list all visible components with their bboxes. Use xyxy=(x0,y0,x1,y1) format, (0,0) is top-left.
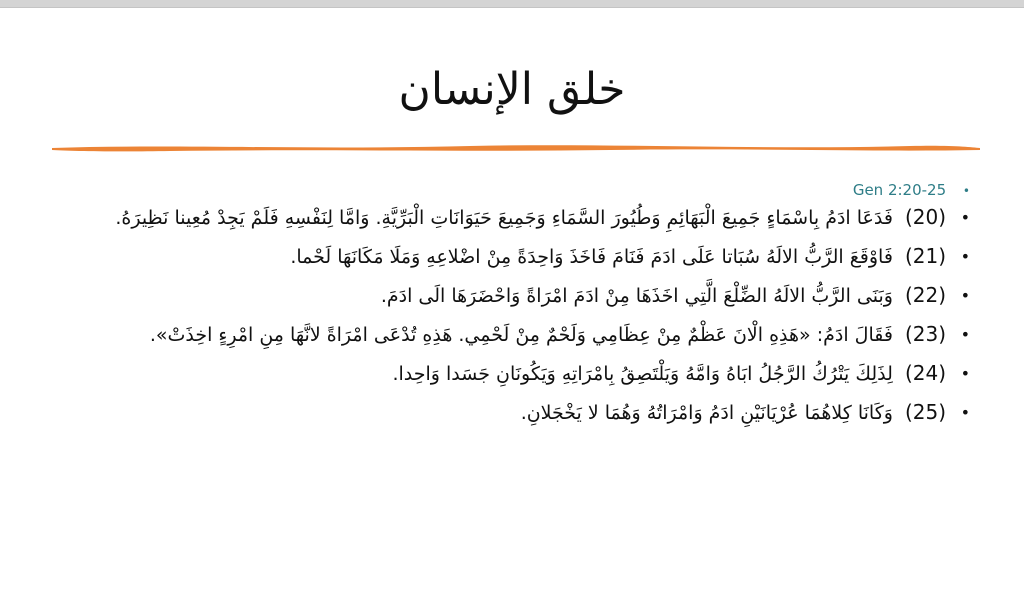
verse-text: وَكَانَا كِلاهُمَا عُرْيَانَيْنِ ادَمُ وَامْرَاتُهُ وَهُمَا لا يَخْجَلانِ. xyxy=(520,402,893,424)
verse-number: (25) xyxy=(904,400,946,424)
verse-21 xyxy=(100,243,970,271)
verse-number: (22) xyxy=(904,283,946,307)
verse-25 xyxy=(100,399,970,427)
verse-22 xyxy=(100,282,970,310)
verse-number: (21) xyxy=(904,244,946,268)
reference-text: Gen 2:20-25 xyxy=(852,181,947,199)
verse-number: (20) xyxy=(904,205,946,229)
bullet: • xyxy=(960,364,970,383)
verse-content xyxy=(100,176,970,438)
reference-line xyxy=(100,176,970,204)
verse-20 xyxy=(100,204,970,232)
bullet: • xyxy=(960,403,970,422)
divider-brush-stroke xyxy=(52,145,980,151)
verse-text: فَقَالَ ادَمُ: «هَذِهِ الْانَ عَظْمٌ مِنْ عِظَامِي وَلَحْمٌ مِنْ لَحْمِي. هَذِهِ تُدْعَى امْرَاةً لانَّهَا مِنِ امْرِءٍ اخِذَتْ». xyxy=(149,324,893,346)
reference-bullet: • xyxy=(962,184,970,198)
bullet: • xyxy=(960,286,970,305)
verse-text: وَبَنَى الرَّبُّ الالَهُ الضِّلْعَ الَّتِي اخَذَهَا مِنْ ادَمَ امْرَاةً وَاحْضَرَهَا الَى ادَمَ. xyxy=(380,285,893,307)
bullet: • xyxy=(960,247,970,266)
window-top-bar xyxy=(0,0,1024,8)
verse-24 xyxy=(100,360,970,388)
verse-number: (23) xyxy=(904,322,946,346)
title-divider xyxy=(50,140,982,154)
verse-text: فَاوْقَعَ الرَّبُّ الالَهُ سُبَاتا عَلَى ادَمَ فَنَامَ فَاخَذَ وَاحِدَةً مِنْ اضْلاعِهِ وَمَلَا مَكَانَهَا لَحْما. xyxy=(290,246,893,268)
bullet: • xyxy=(960,208,970,227)
slide xyxy=(0,8,1024,593)
slide-title: خلق الإنسان xyxy=(398,64,626,115)
verse-number: (24) xyxy=(904,361,946,385)
verse-23 xyxy=(100,321,970,349)
bullet: • xyxy=(960,325,970,344)
verse-text: لِذَلِكَ يَتْرُكُ الرَّجُلُ ابَاهُ وَامَّهُ وَيَلْتَصِقُ بِامْرَاتِهِ وَيَكُونَانِ جَسَدا وَاحِدا. xyxy=(392,363,893,385)
verse-text: فَدَعَا ادَمُ بِاسْمَاءٍ جَمِيعَ الْبَهَائِمِ وَطُيُورَ السَّمَاءِ وَجَمِيعَ حَيَوَانَاتِ الْبَرِّيَّةِ. وَامَّا لِنَفْسِهِ فَلَمْ يَجِدْ مُعِينا نَظِيرَهُ. xyxy=(115,207,893,229)
